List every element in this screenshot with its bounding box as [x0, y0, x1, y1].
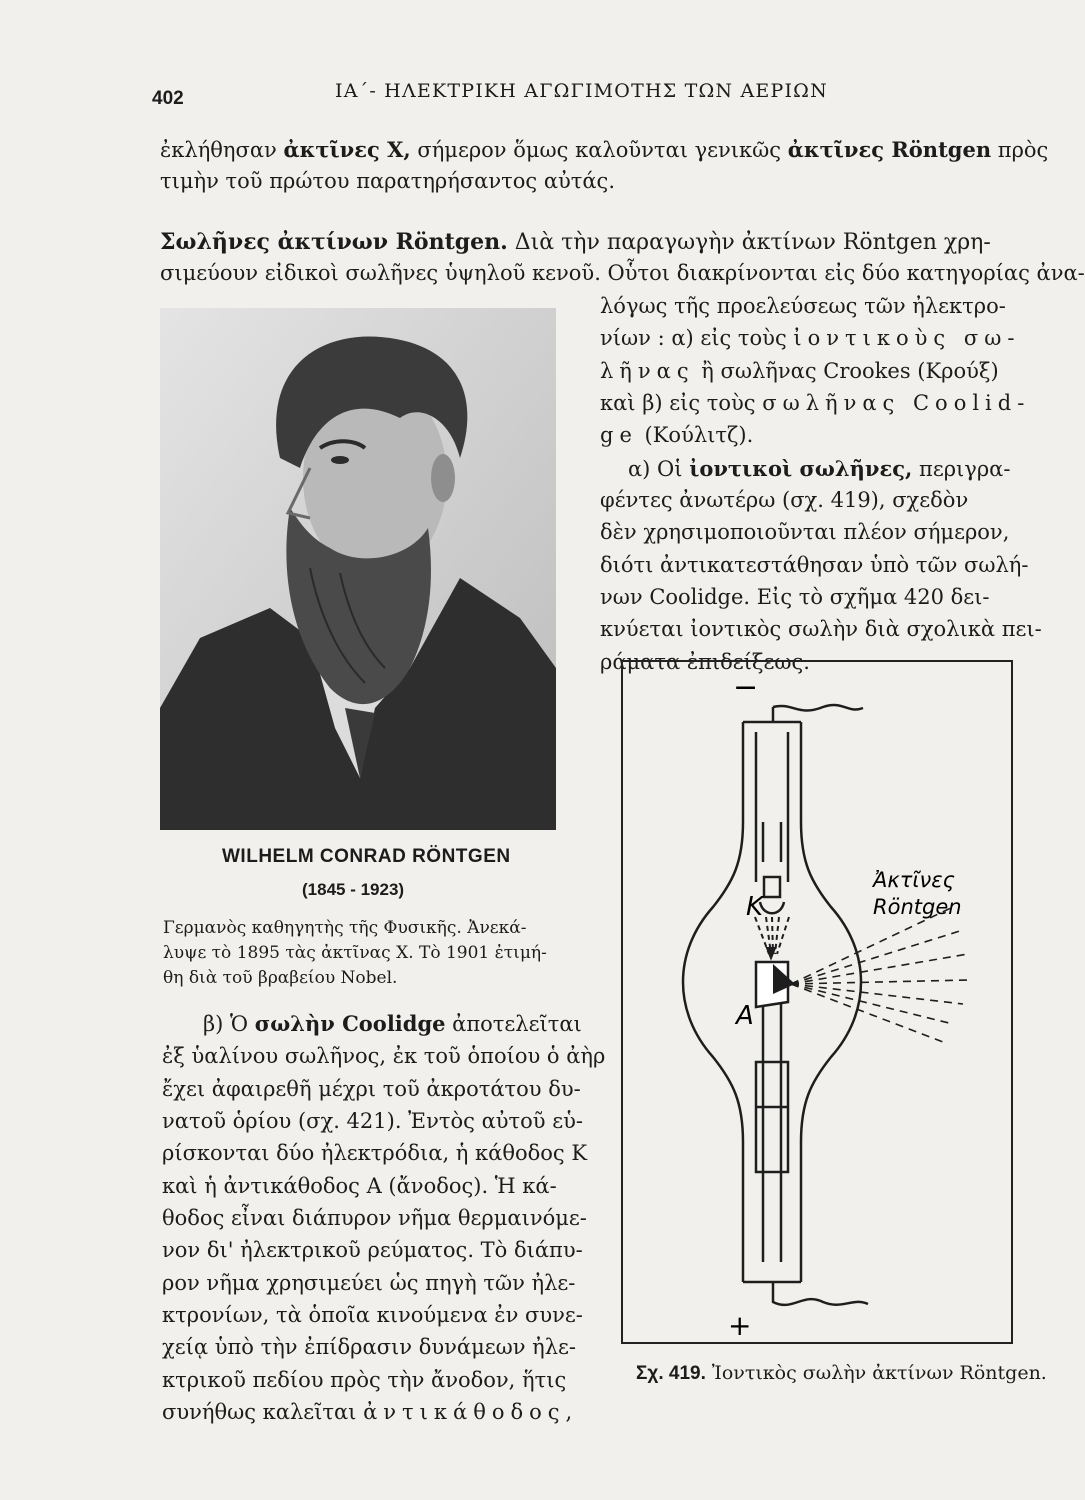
spaced-term: ἰοντικοὺς σω-: [793, 326, 1021, 350]
text: β) Ὁ: [203, 1012, 255, 1036]
figure-number: Σχ. 419.: [636, 1363, 706, 1384]
coolidge-line-11: χείᾳ ὑπὸ τὴν ἐπίδρασιν δυνάμεων ἠλε-: [162, 1335, 577, 1359]
text: σήμερον ὅμως καλοῦνται γενικῶς: [410, 138, 788, 162]
text: πρὸς: [991, 138, 1049, 162]
portrait-caption-line-2: λυψε τὸ 1895 τὰς ἀκτῖνας X. Τὸ 1901 ἐτιμή-: [163, 943, 547, 963]
portrait-photo: [160, 308, 556, 830]
text: ἐκλήθησαν: [160, 138, 284, 162]
coolidge-line-1: [203, 1013, 582, 1035]
bold-term: ἀκτῖνες X,: [283, 137, 411, 162]
spaced-term: ge: [600, 423, 638, 447]
text: ἢ σωλῆνας Crookes (Κρούξ): [694, 359, 999, 383]
intro-line-1: [160, 139, 1048, 161]
intro-line-2: τιμὴν τοῦ πρώτου παρατηρήσαντος αὐτάς.: [160, 169, 615, 193]
figure-419-frame: [621, 660, 1013, 1344]
coolidge-line-5: ρίσκονται δύο ἠλεκτρόδια, ἡ κάθοδος K: [162, 1141, 588, 1165]
tubes-line-13: κνύεται ἰοντικὸς σωλὴν διὰ σχολικὰ πει-: [600, 617, 1042, 641]
portrait-name: WILHELM CONRAD RÖNTGEN: [222, 846, 511, 867]
rays-label-line-1: Ἀκτῖνες: [873, 868, 955, 892]
bold-term: ἀκτῖνες Röntgen: [787, 137, 992, 162]
tubes-line-12: νων Coolidge. Εἰς τὸ σχῆμα 420 δει-: [600, 585, 990, 609]
figure-caption-text: Ἰοντικὸς σωλὴν ἀκτίνων Röntgen.: [705, 1362, 1047, 1384]
page-number: 402: [152, 88, 184, 109]
portrait-caption-line-1: Γερμανὸς καθηγητὴς τῆς Φυσικῆς. Ἀνεκά-: [163, 918, 527, 938]
tubes-line-10: δὲν χρησιμοποιοῦνται πλέον σήμερον,: [600, 520, 1010, 544]
bold-term: σωλὴν Coolidge: [254, 1011, 446, 1036]
running-header: ΙΑ΄- ΗΛΕΚΤΡΙΚΗ ΑΓΩΓΙΜΟΤΗΣ ΤΩΝ ΑΕΡΙΩΝ: [335, 80, 828, 102]
coolidge-line-7: θοδος εἶναι διάπυρον νῆμα θερμαινόμε-: [162, 1206, 587, 1230]
rays-label-line-2: Röntgen: [873, 895, 962, 919]
tubes-line-9: φέντες ἀνωτέρω (σχ. 419), σχεδὸν: [600, 488, 969, 512]
cathode-label-k: K: [746, 892, 764, 922]
spaced-term: ἀντικάθοδος,: [363, 1400, 579, 1424]
tubes-line-14: ράματα ἐπιδείξεως.: [600, 650, 810, 674]
section-heading: Σωλῆνες ἀκτίνων Röntgen.: [160, 229, 508, 255]
spaced-term: λῆνας: [600, 359, 695, 383]
tubes-line-6: [600, 393, 1030, 414]
text: (Κούλιτζ).: [637, 423, 754, 447]
text: συνήθως καλεῖται: [162, 1400, 364, 1424]
ionic-tube-diagram: [623, 662, 1011, 1342]
text: Διὰ τὴν παραγωγὴν ἀκτίνων Röntgen χρη-: [507, 230, 991, 255]
tubes-line-4: [600, 328, 1020, 349]
tubes-line-2: σιμεύουν εἰδικοὶ σωλῆνες ὑψηλοῦ κενοῦ. Οὗτοι διακρίνονται εἰς δύο κατηγορίας ἀνα-: [160, 261, 1085, 285]
coolidge-line-6: καὶ ἡ ἀντικάθοδος A (ἄνοδος). Ἡ κά-: [162, 1174, 557, 1198]
tubes-line-5: [600, 361, 999, 382]
tubes-line-3: λόγως τῆς προελεύσεως τῶν ἠλεκτρο-: [600, 294, 1006, 318]
figure-caption: [636, 1362, 1047, 1385]
coolidge-line-3: ἔχει ἀφαιρεθῆ μέχρι τοῦ ἀκροτάτου δυ-: [162, 1077, 581, 1101]
coolidge-line-13: [162, 1402, 578, 1423]
plus-label: +: [728, 1309, 752, 1342]
tubes-line-8: [628, 458, 1010, 480]
text: καὶ β) εἰς τοὺς: [600, 391, 763, 415]
portrait-years: (1845 - 1923): [302, 880, 405, 899]
tubes-line-1: [160, 231, 991, 254]
portrait-caption-line-3: θη διὰ τοῦ βραβείου Nobel.: [163, 968, 398, 988]
minus-label: −: [733, 670, 759, 705]
text: ἀποτελεῖται: [445, 1012, 582, 1036]
text: νίων : α) εἰς τοὺς: [600, 326, 794, 350]
coolidge-line-12: κτρικοῦ πεδίου πρὸς τὴν ἄνοδον, ἥτις: [162, 1368, 567, 1392]
portrait-image: [160, 308, 556, 830]
tubes-line-7: [600, 425, 753, 446]
coolidge-line-10: κτρονίων, τὰ ὁποῖα κινούμενα ἐν συνε-: [162, 1303, 583, 1327]
coolidge-line-2: ἐξ ὑαλίνου σωλῆνος, ἐκ τοῦ ὁποίου ὁ ἀὴρ: [162, 1044, 606, 1068]
bold-term: ἰοντικοὶ σωλῆνες,: [689, 456, 913, 481]
coolidge-line-8: νον δι' ἠλεκτρικοῦ ρεύματος. Τὸ διάπυ-: [162, 1238, 583, 1262]
anode-label-a: A: [736, 1001, 754, 1031]
coolidge-line-9: ρον νῆμα χρησιμεύει ὡς πηγὴ τῶν ἠλε-: [162, 1271, 576, 1295]
tubes-line-11: διότι ἀντικατεστάθησαν ὑπὸ τῶν σωλή-: [600, 553, 1029, 577]
spaced-term: σωλῆνας Coolid-: [762, 391, 1031, 415]
text: περιγρα-: [912, 457, 1011, 481]
coolidge-line-4: νατοῦ ὁρίου (σχ. 421). Ἐντὸς αὐτοῦ εὑ-: [162, 1109, 583, 1133]
text: α) Οἱ: [628, 457, 690, 481]
